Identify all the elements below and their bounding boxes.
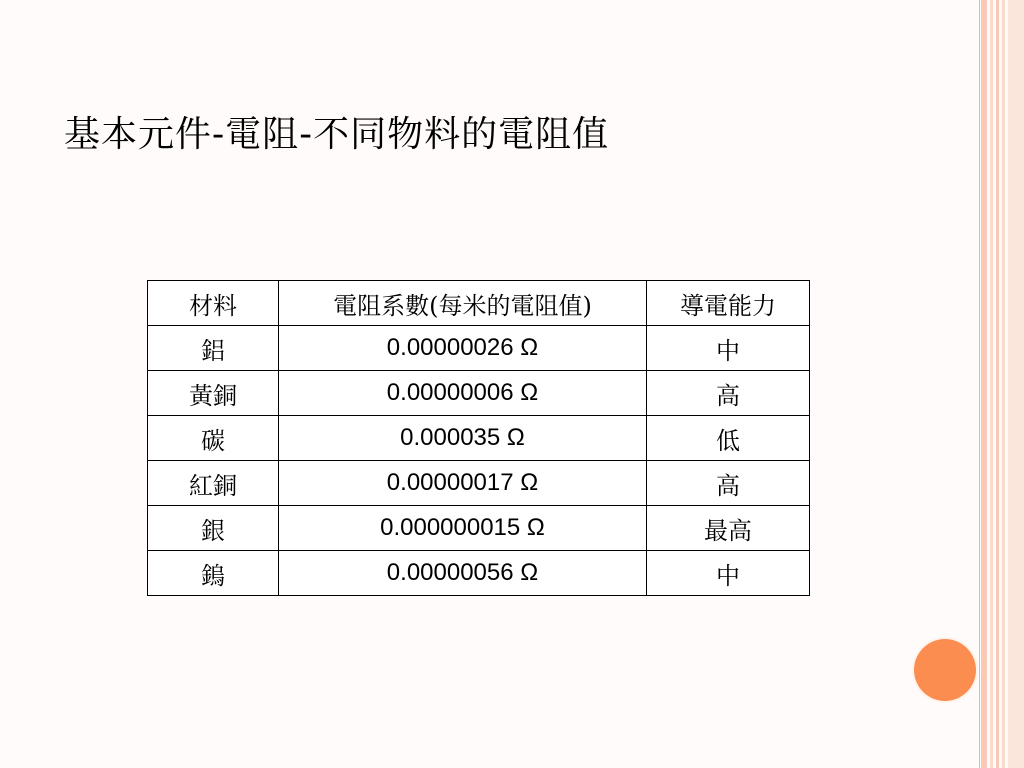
decorative-stripe (1002, 0, 1005, 768)
accent-circle (914, 639, 976, 701)
decorative-stripe (996, 0, 999, 768)
title-part-1: 基本元件-電阻 (64, 114, 300, 155)
cell-conductivity: 高 (647, 461, 810, 506)
cell-conductivity: 高 (647, 371, 810, 416)
title-part-2: -不同物料的電阻值 (299, 114, 610, 155)
table-row (148, 551, 810, 596)
cell-resistivity: 0.00000026 Ω (279, 326, 647, 371)
table-row (148, 371, 810, 416)
cell-resistivity: 0.00000056 Ω (279, 551, 647, 596)
decorative-stripe (1008, 0, 1024, 768)
cell-conductivity: 低 (647, 416, 810, 461)
cell-conductivity: 中 (647, 551, 810, 596)
header-resistivity: 電阻系數(每米的電阻值) (279, 281, 647, 326)
cell-material: 黃銅 (148, 371, 279, 416)
cell-resistivity: 0.000000015 Ω (279, 506, 647, 551)
cell-material: 鋁 (148, 326, 279, 371)
resistivity-table (147, 280, 810, 596)
slide-title (64, 106, 609, 157)
decorative-stripe (990, 0, 993, 768)
decorative-stripe (981, 0, 987, 768)
table-row (148, 416, 810, 461)
cell-material: 銀 (148, 506, 279, 551)
table-row (148, 461, 810, 506)
cell-resistivity: 0.000035 Ω (279, 416, 647, 461)
header-material: 材料 (148, 281, 279, 326)
table-row (148, 326, 810, 371)
frame-line (979, 0, 980, 768)
table-row (148, 506, 810, 551)
cell-material: 碳 (148, 416, 279, 461)
cell-material: 紅銅 (148, 461, 279, 506)
cell-resistivity: 0.00000006 Ω (279, 371, 647, 416)
cell-conductivity: 最高 (647, 506, 810, 551)
header-conductivity: 導電能力 (647, 281, 810, 326)
cell-resistivity: 0.00000017 Ω (279, 461, 647, 506)
table-header-row (148, 281, 810, 326)
cell-conductivity: 中 (647, 326, 810, 371)
cell-material: 鎢 (148, 551, 279, 596)
